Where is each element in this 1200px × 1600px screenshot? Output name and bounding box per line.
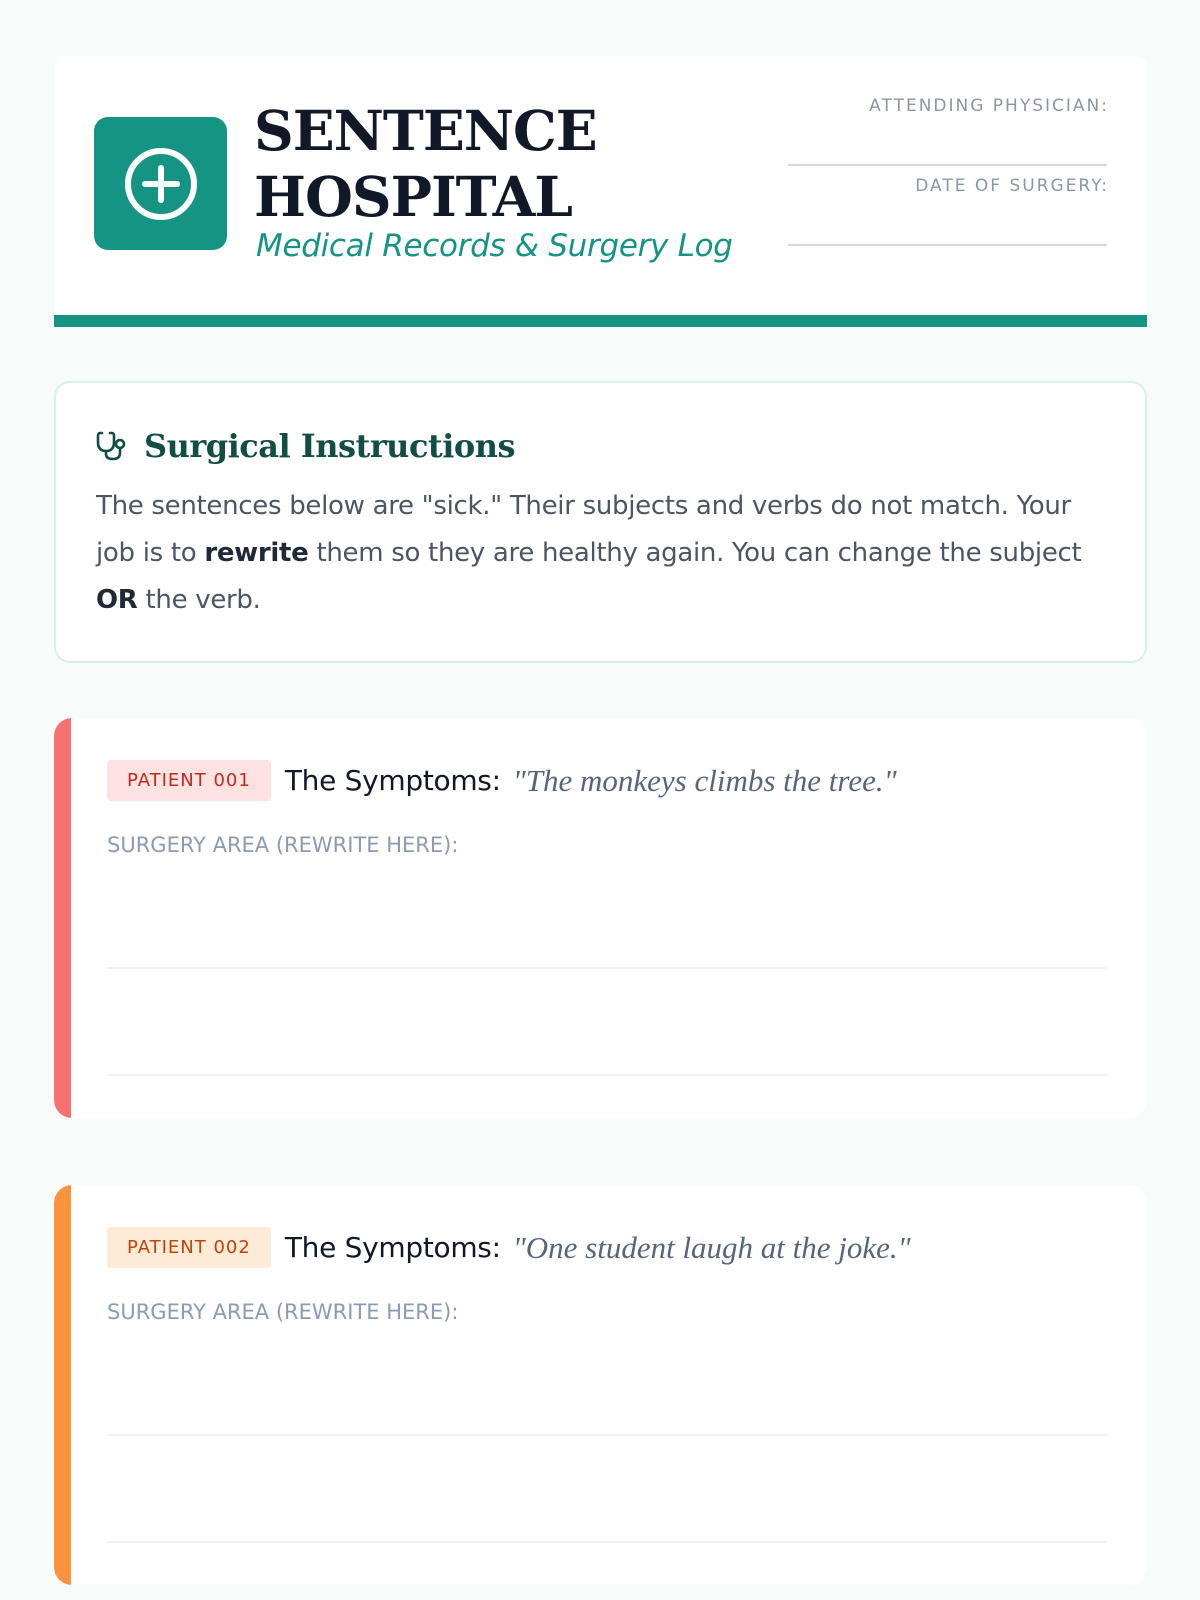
title-line-1: SENTENCE (254, 98, 597, 163)
instructions-header (96, 427, 515, 465)
patient-card-001 (54, 718, 1147, 1118)
rewrite-line-1[interactable] (107, 967, 1107, 969)
symptoms-sentence: "The monkeys climbs the tree." (512, 762, 897, 798)
instructions-emphasis-rewrite: rewrite (204, 538, 309, 568)
instructions-card (54, 381, 1147, 663)
patient-badge: PATIENT 001 (107, 760, 271, 801)
patient-header (107, 760, 897, 801)
attending-physician-field[interactable] (788, 164, 1107, 166)
header-accent-bar (54, 315, 1147, 327)
instructions-text-part: the verb. (137, 585, 261, 615)
hospital-logo (94, 117, 227, 250)
instructions-emphasis-or: OR (96, 585, 138, 615)
page-title (254, 98, 754, 230)
instructions-title: Surgical Instructions (144, 427, 515, 465)
surgery-area-label: SURGERY AREA (REWRITE HERE): (107, 1300, 459, 1324)
symptoms-sentence: "One student laugh at the joke." (512, 1229, 911, 1265)
symptoms-label: The Symptoms: (284, 1231, 501, 1264)
rewrite-line-2[interactable] (107, 1541, 1107, 1543)
rewrite-line-1[interactable] (107, 1434, 1107, 1436)
patient-accent-bar (54, 718, 71, 1118)
attending-physician-label: ATTENDING PHYSICIAN: (869, 96, 1109, 116)
stethoscope-icon (96, 430, 130, 462)
patient-header (107, 1227, 911, 1268)
rewrite-line-2[interactable] (107, 1074, 1107, 1076)
symptoms-label: The Symptoms: (284, 764, 501, 797)
instructions-text-part: them so they are healthy again. You can change the subject (308, 538, 1082, 568)
patient-card-002 (54, 1185, 1147, 1585)
instructions-text (96, 483, 1106, 624)
date-of-surgery-label: DATE OF SURGERY: (915, 176, 1109, 196)
plus-circle-icon (123, 146, 199, 222)
surgery-area-label: SURGERY AREA (REWRITE HERE): (107, 833, 459, 857)
title-line-2: HOSPITAL (254, 164, 572, 229)
patient-accent-bar (54, 1185, 71, 1585)
patient-badge: PATIENT 002 (107, 1227, 271, 1268)
date-of-surgery-field[interactable] (788, 244, 1107, 246)
page-subtitle: Medical Records & Surgery Log (256, 228, 733, 264)
instructions-text-part: The sentences below are "sick." Their subjects and verbs do not match. Your job is to (96, 491, 1071, 568)
